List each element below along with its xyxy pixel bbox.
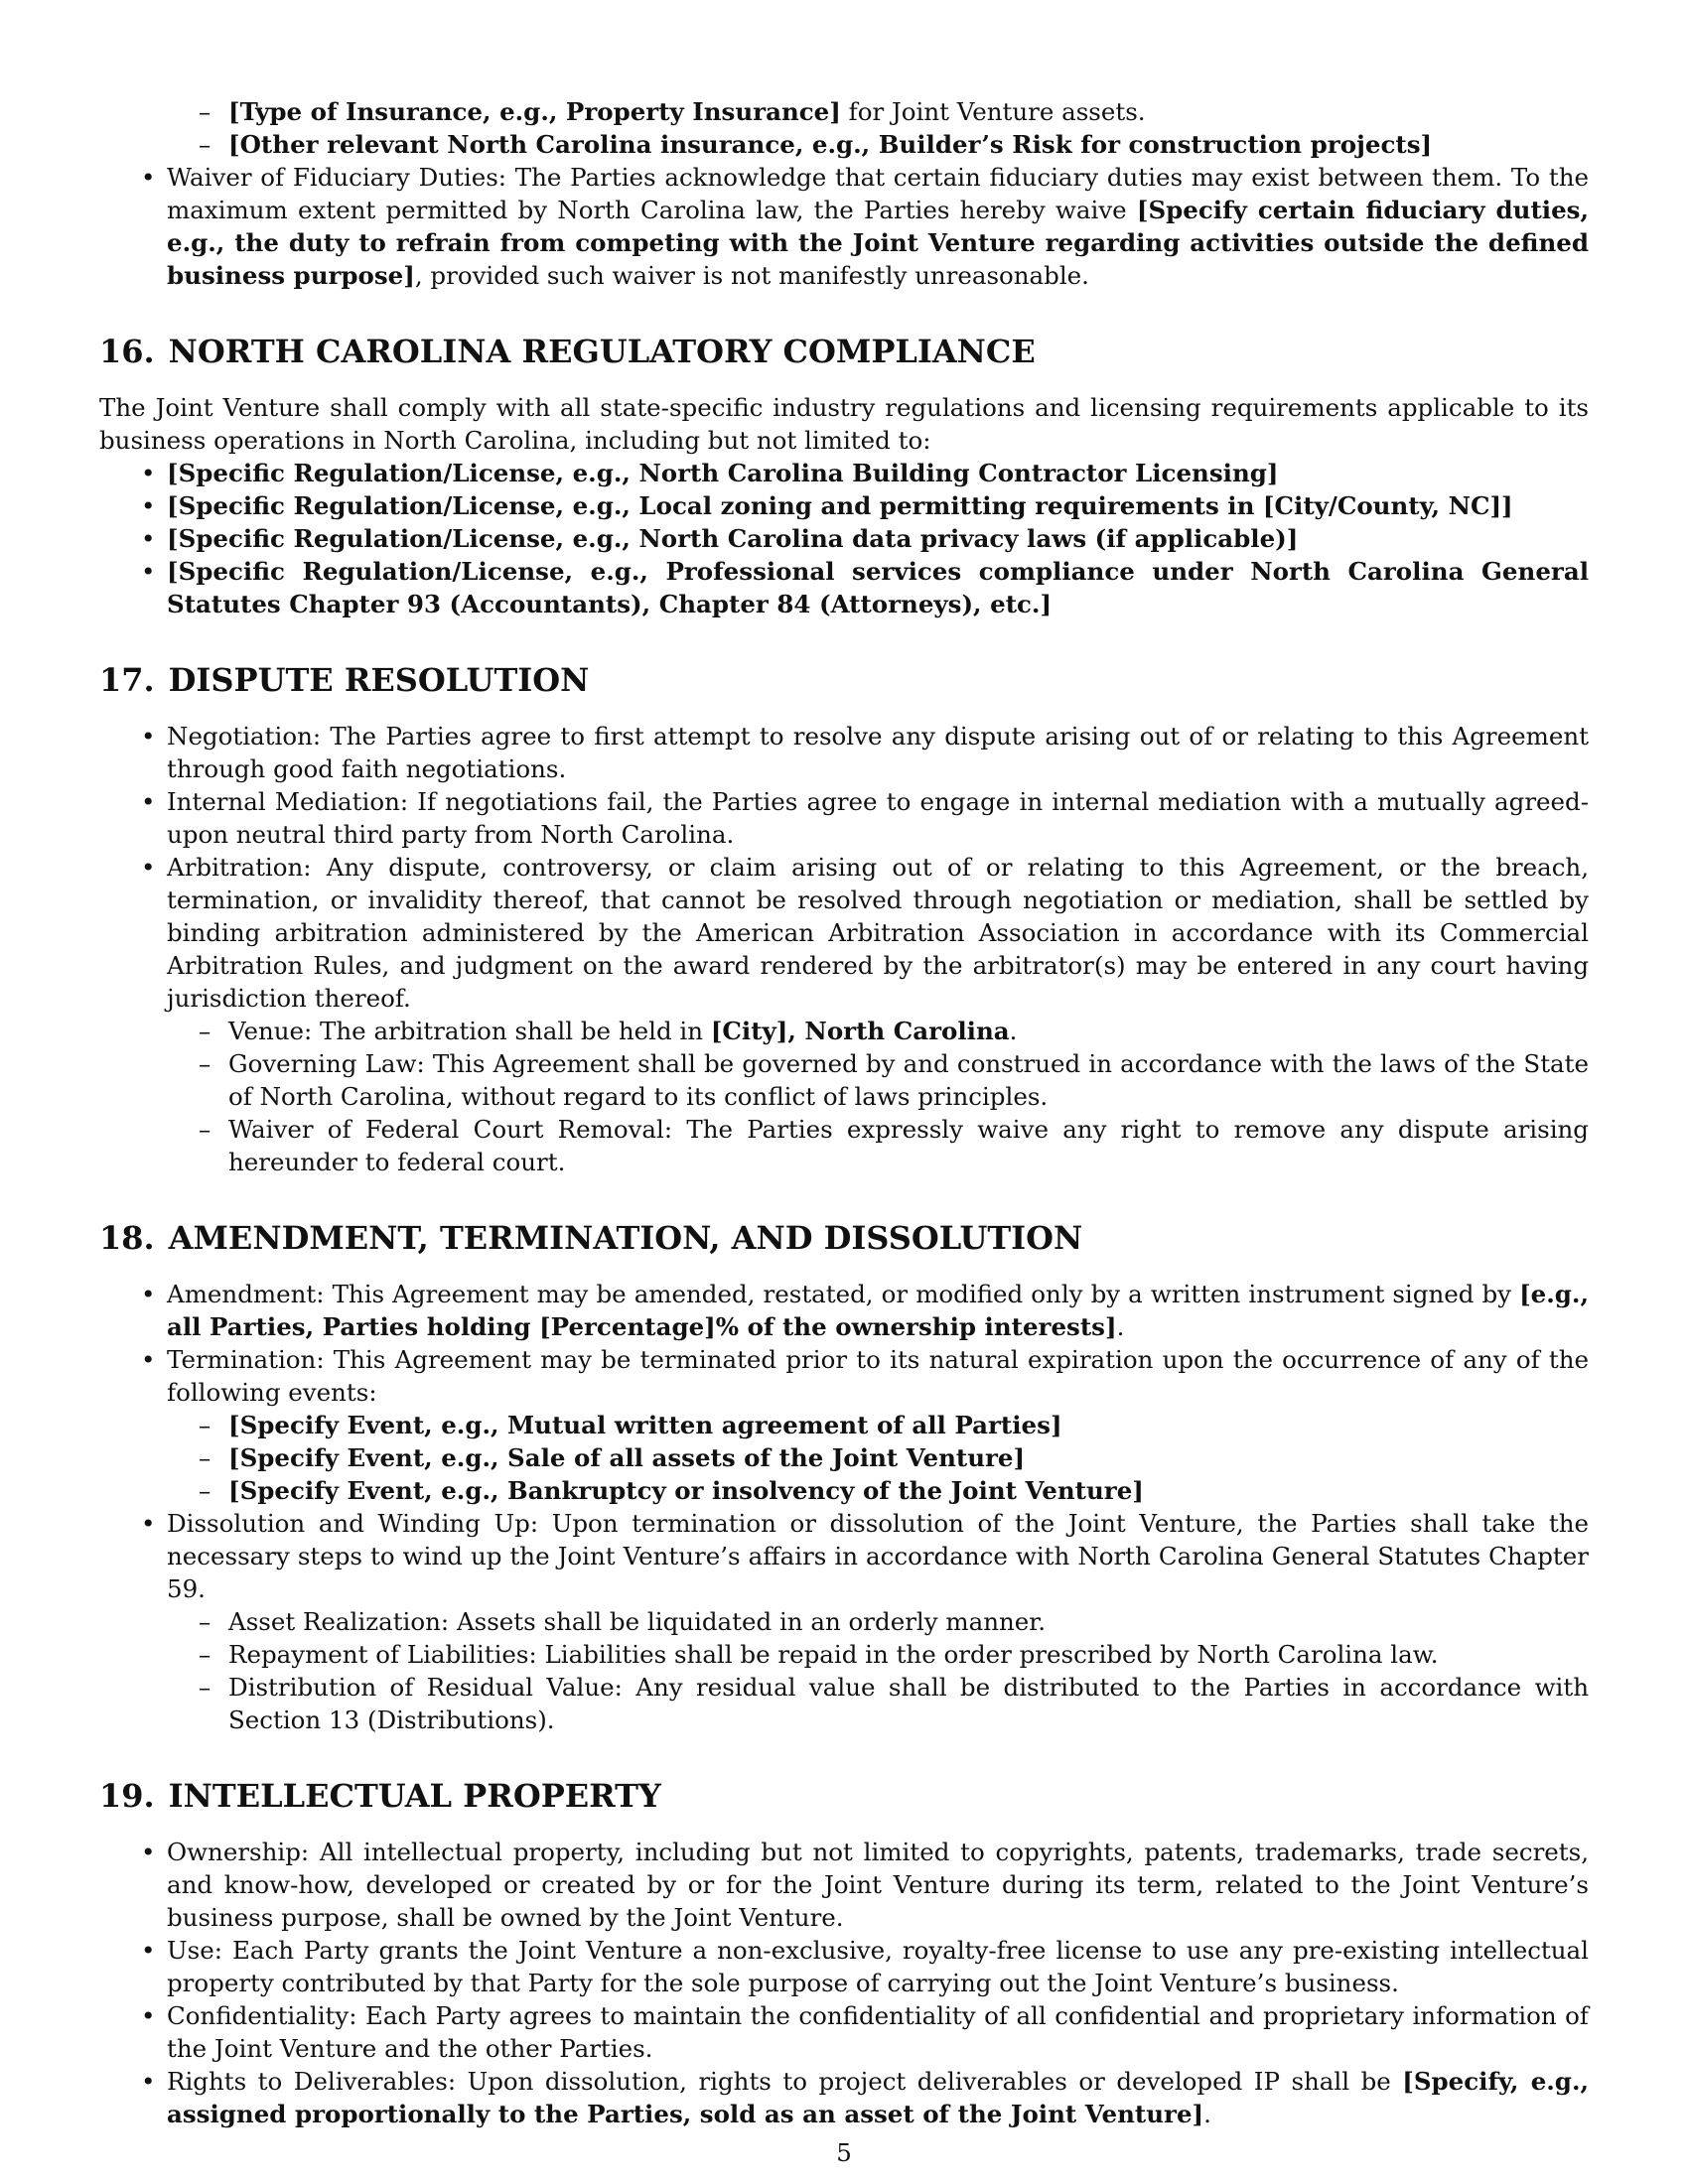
placeholder-text: [Specify, e.g., assigned proportionally to the Parties, sold as an asset of the Joint Venture] [167, 2067, 1589, 2128]
list-item-text: Amendment: This Agreement may be amended, restated, or modified only by a written instrument signed by [167, 1280, 1520, 1308]
list-item [99, 522, 1589, 555]
list-item [99, 1507, 1589, 1736]
placeholder-text: [Specific Regulation/License, e.g., Professional services compliance under North Carolina General Statutes Chapter 93 (Accountants), Chapter 84 (Attorneys), etc.] [167, 557, 1589, 618]
placeholder-text: [City], North Carolina [710, 1017, 1010, 1045]
list-item [99, 1278, 1589, 1343]
list-item [99, 1343, 1589, 1507]
placeholder-text: [Specify Event, e.g., Mutual written agreement of all Parties] [228, 1411, 1062, 1439]
section-heading [99, 332, 1589, 371]
list-item: • Use: Each Party grants the Joint Venture a non-exclusive, royalty-free license to use any pre-existing intellectual property contributed by that Party for the sole purpose of carrying out the Joint Venture’s business. [99, 1934, 1589, 1999]
list-item-text: Waiver of Fiduciary Duties: The Parties acknowledge that certain fiduciary duties may exist between them. To the maximum extent permitted by North Carolina law, the Parties hereby waive [167, 163, 1589, 224]
section-number: 16. [99, 333, 155, 370]
list-item: • Negotiation: The Parties agree to first attempt to resolve any dispute arising out of or relating to this Agreement through good faith negotiations. [99, 720, 1589, 785]
list-item-text: Dissolution and Winding Up: Upon termination or dissolution of the Joint Venture, the Parties shall take the necessary steps to wind up the Joint Venture’s affairs in accordance with North Carolina General Statutes Chapter 59. [167, 1509, 1589, 1603]
list-item-text: Termination: This Agreement may be terminated prior to its natural expiration upon the occurrence of any of the following events: [167, 1345, 1589, 1407]
regulation-list [99, 457, 1589, 620]
section-number: 19. [99, 1777, 155, 1815]
placeholder-text: [Other relevant North Carolina insurance, e.g., Builder’s Risk for construction projects] [228, 130, 1433, 159]
placeholder-text: [Specify Event, e.g., Bankruptcy or insolvency of the Joint Venture] [228, 1476, 1144, 1505]
section-heading [99, 660, 1589, 700]
list-item [99, 457, 1589, 489]
list-item-text: Venue: The arbitration shall be held in [228, 1017, 711, 1045]
insurance-sub-list [99, 95, 1589, 161]
dissolution-sub-list [167, 1605, 1589, 1736]
section-title: INTELLECTUAL PROPERTY [168, 1777, 661, 1815]
list-item-text: . [1009, 1017, 1018, 1045]
list-item [99, 489, 1589, 522]
section-number: 18. [99, 1219, 155, 1257]
section-intro: The Joint Venture shall comply with all state-specific industry regulations and licensing requirements applicable to its business operations in North Carolina, including but not limited to: [99, 393, 1589, 455]
ip-list [99, 1836, 1589, 2130]
fiduciary-list [99, 161, 1589, 292]
placeholder-text: [e.g., all Parties, Parties holding [Percentage]% of the ownership interests] [167, 1280, 1589, 1341]
placeholder-text: [Type of Insurance, e.g., Property Insurance] [228, 97, 841, 126]
section-heading [99, 1776, 1589, 1816]
section-title: NORTH CAROLINA REGULATORY COMPLIANCE [168, 333, 1036, 370]
placeholder-text: [Specific Regulation/License, e.g., North Carolina data privacy laws (if applicable)] [167, 524, 1299, 553]
list-item [167, 1015, 1589, 1047]
list-item [99, 95, 1589, 128]
amendment-list [99, 1278, 1589, 1736]
placeholder-text: [Specific Regulation/License, e.g., Local zoning and permitting requirements in [City/County, NC]] [167, 491, 1513, 520]
list-item [167, 1474, 1589, 1507]
placeholder-text: [Specify certain fiduciary duties, e.g., the duty to refrain from competing with the Joint Venture regarding activities outside the defined business purpose] [167, 196, 1589, 290]
placeholder-text: [Specify Event, e.g., Sale of all assets of the Joint Venture] [228, 1443, 1026, 1472]
list-item-text: Rights to Deliverables: Upon dissolution, rights to project deliverables or developed IP shall be [167, 2067, 1403, 2096]
list-item [167, 1441, 1589, 1474]
list-item [99, 161, 1589, 292]
list-item: • Ownership: All intellectual property, including but not limited to copyrights, patents, trademarks, trade secrets, and know-how, developed or created by or for the Joint Venture during its term, related to the Joint Venture’s business purpose, shall be owned by the Joint Venture. [99, 1836, 1589, 1934]
dispute-list [99, 720, 1589, 1178]
section-heading [99, 1218, 1589, 1258]
list-item: • Confidentiality: Each Party agrees to maintain the confidentiality of all confidential and proprietary information of the Joint Venture and the other Parties. [99, 1999, 1589, 2065]
list-item: • Internal Mediation: If negotiations fail, the Parties agree to engage in internal mediation with a mutually agreed-upon neutral third party from North Carolina. [99, 785, 1589, 851]
list-item [99, 2065, 1589, 2130]
placeholder-text: [Specific Regulation/License, e.g., North Carolina Building Contractor Licensing] [167, 459, 1279, 487]
list-item: – Governing Law: This Agreement shall be governed by and construed in accordance with the laws of the State of North Carolina, without regard to its conflict of laws principles. [167, 1047, 1589, 1113]
termination-events-list [167, 1409, 1589, 1507]
section-title: AMENDMENT, TERMINATION, AND DISSOLUTION [168, 1219, 1083, 1257]
list-item: – Asset Realization: Assets shall be liquidated in an orderly manner. [167, 1605, 1589, 1638]
document-page [99, 95, 1589, 2130]
list-item [99, 555, 1589, 620]
section-number: 17. [99, 661, 155, 699]
list-item: – Distribution of Residual Value: Any residual value shall be distributed to the Parties in accordance with Section 13 (Distributions). [167, 1671, 1589, 1736]
section-title: DISPUTE RESOLUTION [168, 661, 590, 699]
list-item-text: Arbitration: Any dispute, controversy, or claim arising out of or relating to this Agreement, or the breach, termination, or invalidity thereof, that cannot be resolved through negotiation or mediation, shall be settled by binding arbitration administered by the American Arbitration Association in accordance with its Commercial Arbitration Rules, and judgment on the award rendered by the arbitrator(s) may be entered in any court having jurisdiction thereof. [167, 853, 1589, 1013]
list-item-text: . [1203, 2100, 1211, 2128]
arbitration-sub-list [167, 1015, 1589, 1178]
list-item: – Waiver of Federal Court Removal: The Parties expressly waive any right to remove any dispute arising hereunder to federal court. [167, 1113, 1589, 1178]
list-item [99, 851, 1589, 1178]
list-item-text: for Joint Venture assets. [840, 97, 1146, 126]
page-number: 5 [836, 2138, 852, 2167]
list-item: – Repayment of Liabilities: Liabilities shall be repaid in the order prescribed by North Carolina law. [167, 1638, 1589, 1671]
list-item [167, 1409, 1589, 1441]
list-item-text: . [1116, 1312, 1125, 1341]
list-item [99, 128, 1589, 161]
list-item-text: , provided such waiver is not manifestly unreasonable. [414, 261, 1089, 290]
